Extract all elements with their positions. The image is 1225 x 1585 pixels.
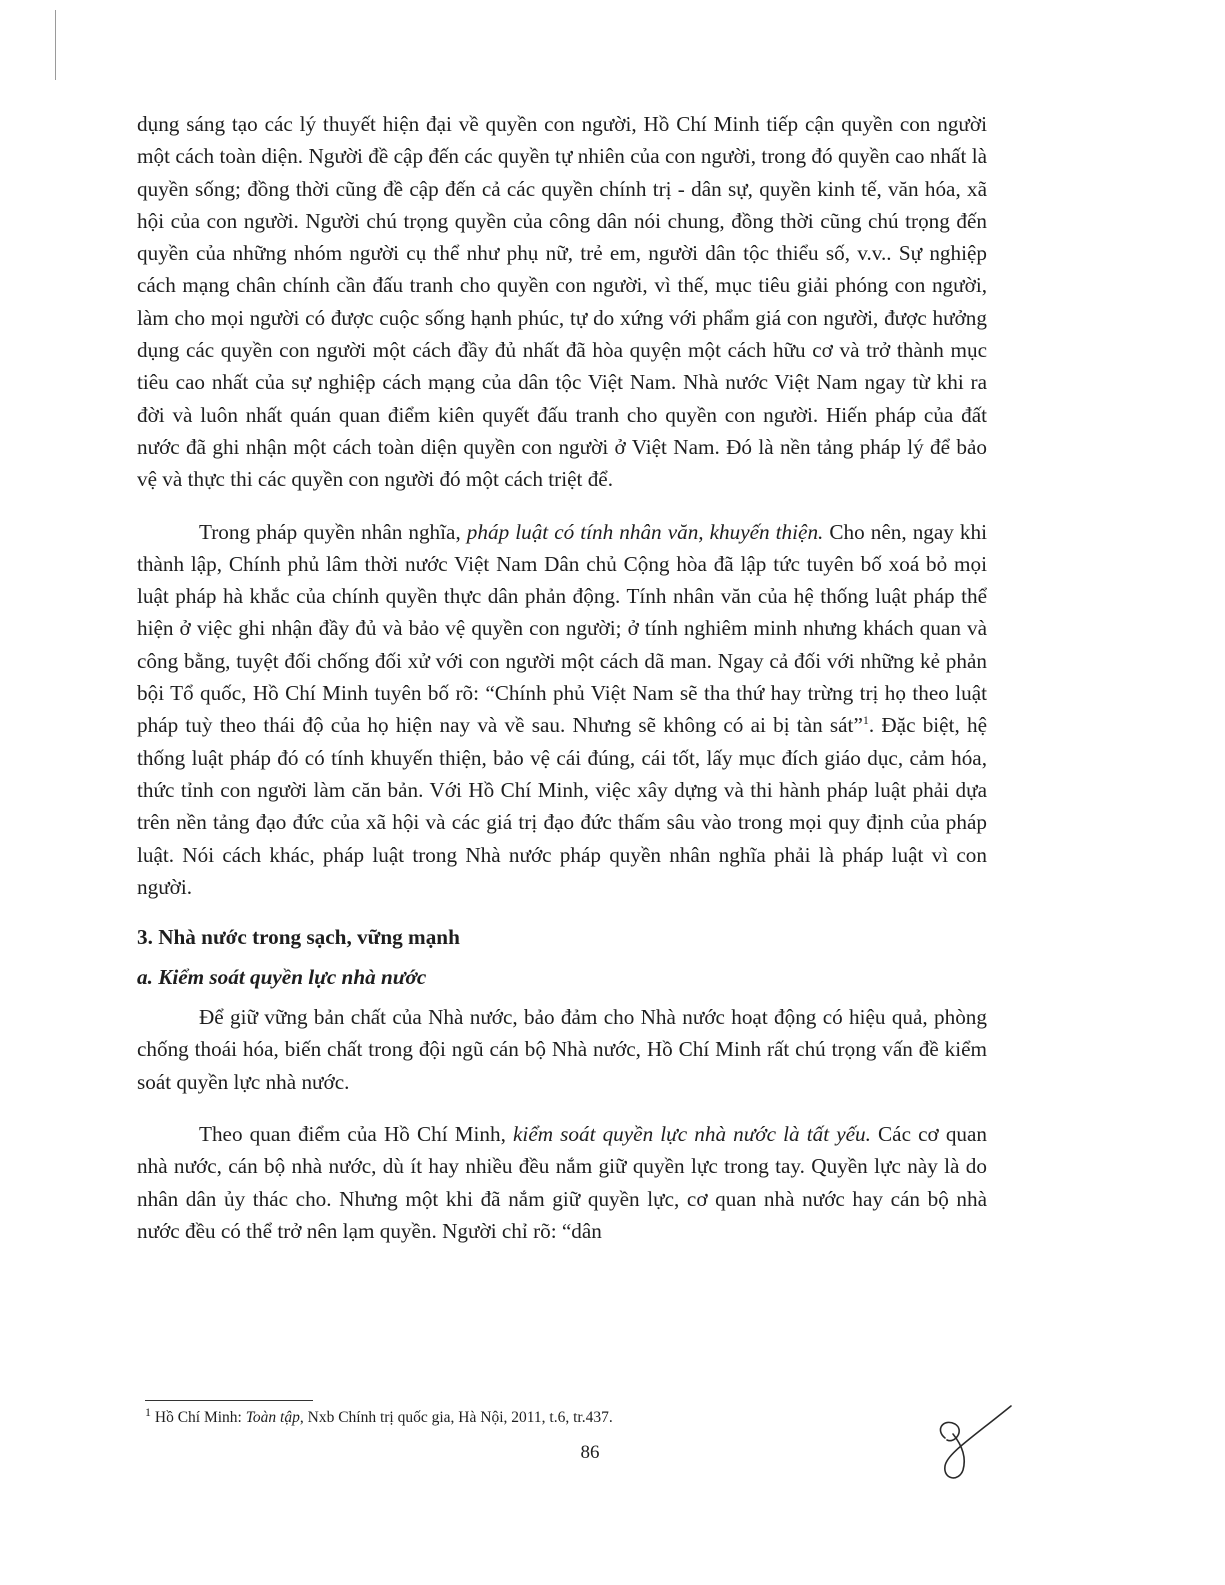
page-body	[137, 108, 987, 1247]
paragraph-humane-law-tail: . Đặc biệt, hệ thống luật pháp đó có tính khuyến thiện, bảo vệ cái đúng, cái tốt, lấy mục đích giáo dục, cảm hóa, thức tỉnh con người làm căn bản. Với Hồ Chí Minh, việc xây dựng và thi hành pháp luật phải dựa trên nền tảng đạo đức của xã hội và các giá trị đạo đức thấm sâu vào trong mọi quy định của pháp luật. Nói cách khác, pháp luật trong Nhà nước pháp quyền nhân nghĩa phải là pháp luật vì con người.	[137, 713, 987, 899]
paragraph-humane-law-lead: Trong pháp quyền nhân nghĩa,	[199, 519, 467, 544]
footnote-author: Hồ Chí Minh:	[154, 1409, 246, 1426]
paragraph-human-rights: dụng sáng tạo các lý thuyết hiện đại về quyền con người, Hồ Chí Minh tiếp cận quyền con người một cách toàn diện. Người đề cập đến các quyền tự nhiên của con người, trong đó quyền cao nhất là quyền sống; đồng thời cũng đề cập đến cả các quyền chính trị - dân sự, quyền kinh tế, văn hóa, xã hội của con người. Người chú trọng quyền của công dân nói chung, đồng thời cũng chú trọng đến quyền của những nhóm người cụ thể như phụ nữ, trẻ em, người dân tộc thiểu số, v.v.. Sự nghiệp cách mạng chân chính cần đấu tranh cho quyền con người, vì thế, mục tiêu giải phóng con người, làm cho mọi người có được cuộc sống hạnh phúc, tự do xứng với phẩm giá con người, được hưởng dụng các quyền con người một cách đầy đủ nhất đã hòa quyện một cách hữu cơ và trở thành mục tiêu cao nhất của sự nghiệp cách mạng của dân tộc Việt Nam. Nhà nước Việt Nam ngay từ khi ra đời và luôn nhất quán quan điểm kiên quyết đấu tranh cho quyền con người. Hiến pháp của đất nước đã ghi nhận một cách toàn diện quyền con người ở Việt Nam. Đó là nền tảng pháp lý để bảo vệ và thực thi các quyền con người đó một cách triệt để.	[137, 112, 987, 492]
footnote-title: Toàn tập	[245, 1409, 300, 1426]
page-number: 86	[580, 1442, 600, 1463]
footnote-divider	[145, 1400, 313, 1401]
paragraph-humane-law-emphasis: pháp luật có tính nhân văn, khuyến thiện.	[466, 519, 824, 544]
subsection-heading: a. Kiểm soát quyền lực nhà nước	[137, 965, 427, 990]
paragraph-power-control-necessity	[137, 1118, 987, 1247]
footnote-rest: , Nxb Chính trị quốc gia, Hà Nội, 2011, t.6, tr.437.	[299, 1409, 613, 1426]
paragraph-necessity-emphasis: kiểm soát quyền lực nhà nước là tất yếu.	[513, 1122, 871, 1147]
footnote	[145, 1404, 613, 1428]
paragraph-humane-law	[137, 516, 987, 904]
footnote-mark: 1	[145, 1404, 151, 1419]
section-heading: 3. Nhà nước trong sạch, vững mạnh	[137, 925, 460, 950]
scan-edge-line	[55, 10, 56, 80]
footnote-reference: 1	[862, 713, 869, 728]
paragraph-necessity-text: Các cơ quan nhà nước, cán bộ nhà nước, dù ít hay nhiều đều nắm giữ quyền lực trong tay. Quyền lực này là do nhân dân ủy thác cho. Nhưng một khi đã nắm giữ quyền lực, cơ quan nhà nước hay cán bộ nhà nước đều có thể trở nên lạm quyền. Người chỉ rõ: “dân	[137, 1122, 988, 1243]
paragraph-necessity-lead: Theo quan điểm của Hồ Chí Minh,	[199, 1122, 514, 1147]
paragraph-power-control-intro: Để giữ vững bản chất của Nhà nước, bảo đảm cho Nhà nước hoạt động có hiệu quả, phòng chống thoái hóa, biến chất trong đội ngũ cán bộ Nhà nước, Hồ Chí Minh rất chú trọng vấn đề kiểm soát quyền lực nhà nước.	[137, 1005, 987, 1094]
handwritten-signature	[925, 1400, 1015, 1490]
paragraph-humane-law-text: Cho nên, ngay khi thành lập, Chính phủ lâm thời nước Việt Nam Dân chủ Cộng hòa đã lập tức tuyên bố xoá bỏ mọi luật pháp hà khắc của chính quyền thực dân phản động. Tính nhân văn của hệ thống luật pháp thể hiện ở việc ghi nhận đầy đủ và bảo vệ quyền con người; ở tính nghiêm minh nhưng khách quan và công bằng, tuyệt đối chống đối xử với con người một cách dã man. Ngay cả đối với những kẻ phản bội Tổ quốc, Hồ Chí Minh tuyên bố rõ: “Chính phủ Việt Nam sẽ tha thứ hay trừng trị họ theo luật pháp tuỳ theo thái độ của họ hiện nay và về sau. Nhưng sẽ không có ai bị tàn sát”	[137, 519, 987, 738]
